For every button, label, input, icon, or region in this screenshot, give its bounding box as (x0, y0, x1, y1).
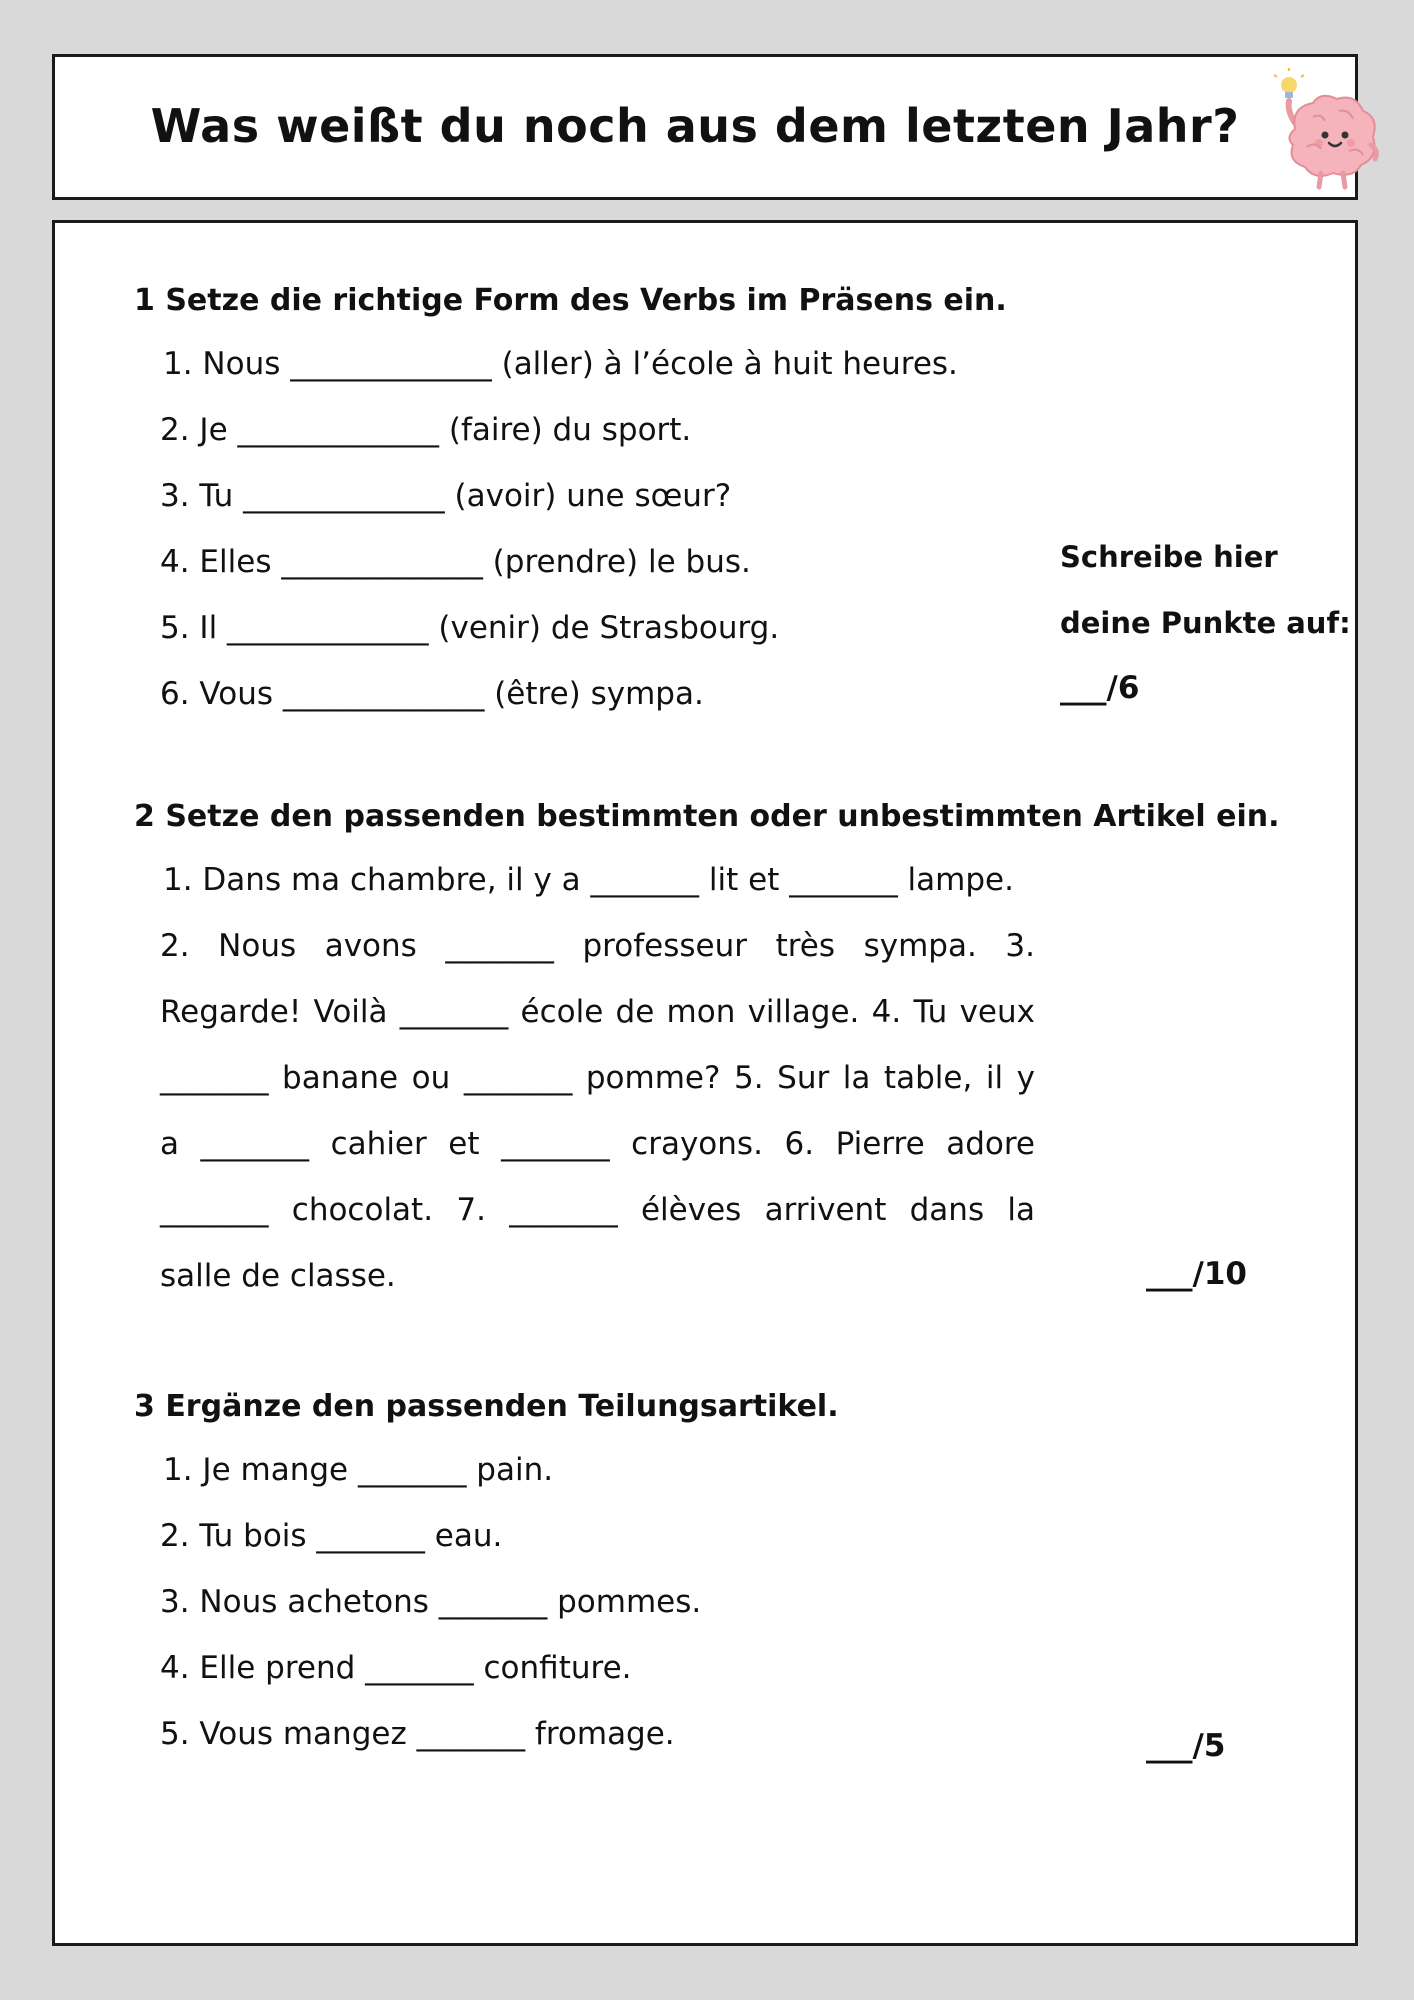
section3-item: 3. Nous achetons _______ pommes. (160, 1584, 702, 1620)
points-note-line1: Schreibe hier (1060, 540, 1278, 574)
section3-item: 2. Tu bois _______ eau. (160, 1518, 503, 1554)
section3-score: ___/5 (1146, 1728, 1226, 1764)
section1-item: 4. Elles _____________ (prendre) le bus. (160, 544, 751, 580)
section2-line: a _______ cahier et _______ crayons. 6. Pierre adore (160, 1126, 1035, 1162)
points-note-line2: deine Punkte auf: (1060, 606, 1351, 640)
section3-item: 5. Vous mangez _______ fromage. (160, 1716, 675, 1752)
section2-line: 1. Dans ma chambre, il y a _______ lit et _______ lampe. (163, 862, 1014, 898)
section2-line: salle de classe. (160, 1258, 396, 1294)
section1-item: 1. Nous _____________ (aller) à l’école à huit heures. (163, 346, 958, 382)
title-box (52, 54, 1358, 200)
brain-mascot-icon (1265, 67, 1385, 195)
section2-line: _______ banane ou _______ pomme? 5. Sur la table, il y (160, 1060, 1035, 1096)
page-title: Was weißt du noch aus dem letzten Jahr? (150, 99, 1240, 153)
section1-item: 3. Tu _____________ (avoir) une sœur? (160, 478, 732, 514)
section1-heading: 1 Setze die richtige Form des Verbs im Präsens ein. (134, 283, 1007, 318)
section2-line: 2. Nous avons _______ professeur très sympa. 3. (160, 928, 1035, 964)
section2-score: ___/10 (1146, 1256, 1247, 1292)
section1-item: 5. Il _____________ (venir) de Strasbourg. (160, 610, 780, 646)
section2-line: Regarde! Voilà _______ école de mon village. 4. Tu veux (160, 994, 1035, 1030)
section2-heading: 2 Setze den passenden bestimmten oder unbestimmten Artikel ein. (134, 799, 1280, 834)
section3-item: 1. Je mange _______ pain. (163, 1452, 554, 1488)
section2-line: _______ chocolat. 7. _______ élèves arrivent dans la (160, 1192, 1035, 1228)
section1-item: 2. Je _____________ (faire) du sport. (160, 412, 692, 448)
section3-item: 4. Elle prend _______ confiture. (160, 1650, 632, 1686)
section1-score: ___/6 (1060, 670, 1140, 706)
section3-heading: 3 Ergänze den passenden Teilungsartikel. (134, 1389, 839, 1424)
section1-item: 6. Vous _____________ (être) sympa. (160, 676, 704, 712)
